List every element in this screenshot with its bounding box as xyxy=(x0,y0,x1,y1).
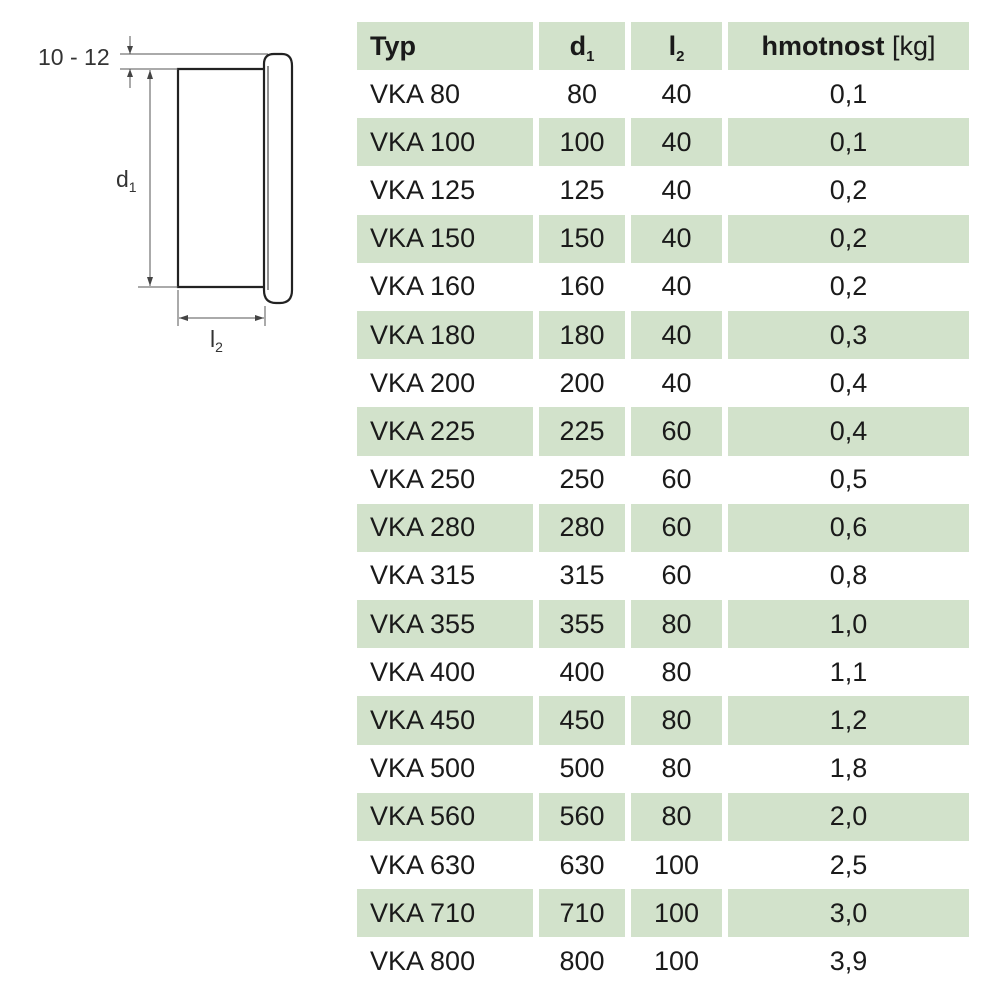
cell-mass: 3,9 xyxy=(829,945,868,976)
cell-l2: 80 xyxy=(661,656,692,687)
cell-d1: 315 xyxy=(559,560,605,591)
l2-dimension-subscript: 2 xyxy=(215,339,223,355)
cell-mass: 3,0 xyxy=(728,889,969,937)
table-body xyxy=(357,70,969,986)
cell-d1: 225 xyxy=(539,407,625,455)
cell-mass: 0,4 xyxy=(829,367,868,398)
cell-d1: 200 xyxy=(559,367,605,398)
header-l2-letter: l xyxy=(668,30,677,61)
table-row xyxy=(357,889,969,937)
cell-d1: 250 xyxy=(559,464,605,495)
table-row xyxy=(357,937,969,985)
cell-typ: VKA 315 xyxy=(370,560,476,591)
cell-mass: 0,8 xyxy=(829,560,868,591)
cell-l2: 100 xyxy=(631,889,722,937)
cell-mass: 1,0 xyxy=(728,600,969,648)
cell-l2: 60 xyxy=(661,464,692,495)
table-header-row xyxy=(357,22,969,70)
header-l2 xyxy=(631,22,722,70)
cell-d1: 125 xyxy=(559,174,605,205)
cell-d1: 500 xyxy=(559,753,605,784)
gap-dimension-label: 10 - 12 xyxy=(38,44,110,70)
cell-mass: 0,2 xyxy=(829,174,868,205)
cell-d1: 280 xyxy=(539,504,625,552)
cell-typ: VKA 200 xyxy=(370,367,476,398)
cell-d1: 400 xyxy=(559,656,605,687)
cell-l2: 40 xyxy=(631,118,722,166)
table-row xyxy=(357,118,969,166)
d1-dimension-subscript: 1 xyxy=(128,179,137,195)
cell-typ: VKA 500 xyxy=(370,753,476,784)
cell-d1: 80 xyxy=(566,78,598,109)
cell-l2: 60 xyxy=(661,560,692,591)
header-mass-unit: [kg] xyxy=(891,30,936,61)
cell-d1: 100 xyxy=(539,118,625,166)
cell-l2: 40 xyxy=(661,78,692,109)
cell-typ: VKA 125 xyxy=(370,174,476,205)
cell-l2: 80 xyxy=(631,696,722,744)
cell-l2: 40 xyxy=(661,271,692,302)
cell-typ: VKA 160 xyxy=(370,271,476,302)
cell-d1: 800 xyxy=(559,945,605,976)
cell-typ: VKA 560 xyxy=(357,793,533,841)
table-row xyxy=(357,648,969,696)
cell-l2: 60 xyxy=(631,407,722,455)
cell-d1: 150 xyxy=(539,215,625,263)
cell-typ: VKA 800 xyxy=(370,945,476,976)
cell-mass: 0,2 xyxy=(728,215,969,263)
header-mass xyxy=(728,22,969,70)
header-d1 xyxy=(539,22,625,70)
table-row xyxy=(357,311,969,359)
table-row xyxy=(357,263,969,311)
header-d1-subscript: 1 xyxy=(586,47,595,65)
header-d1-letter: d xyxy=(569,30,587,61)
cell-mass: 2,5 xyxy=(829,849,868,880)
cell-typ: VKA 450 xyxy=(357,696,533,744)
table-row xyxy=(357,552,969,600)
cell-mass: 0,1 xyxy=(728,118,969,166)
cell-typ: VKA 150 xyxy=(357,215,533,263)
cell-mass: 0,1 xyxy=(829,78,868,109)
cell-l2: 80 xyxy=(661,753,692,784)
table-row xyxy=(357,841,969,889)
cell-mass: 0,5 xyxy=(829,464,868,495)
cell-l2: 80 xyxy=(631,600,722,648)
table-row xyxy=(357,215,969,263)
l2-dimension-label xyxy=(210,326,223,353)
cell-l2: 100 xyxy=(653,945,700,976)
cell-typ: VKA 225 xyxy=(357,407,533,455)
table-row xyxy=(357,359,969,407)
cell-d1: 710 xyxy=(539,889,625,937)
cell-typ: VKA 250 xyxy=(370,464,476,495)
cell-d1: 160 xyxy=(559,271,605,302)
table-row xyxy=(357,600,969,648)
header-typ: Typ xyxy=(357,22,533,70)
table-row xyxy=(357,793,969,841)
l2-dimension-letter: l xyxy=(210,326,216,352)
cell-d1: 560 xyxy=(539,793,625,841)
cell-l2: 40 xyxy=(661,367,692,398)
table-row xyxy=(357,456,969,504)
d1-dimension-label xyxy=(116,166,137,193)
cell-typ: VKA 180 xyxy=(357,311,533,359)
cell-d1: 355 xyxy=(539,600,625,648)
cell-mass: 1,8 xyxy=(829,753,868,784)
header-l2-subscript: 2 xyxy=(676,47,685,65)
cell-l2: 100 xyxy=(653,849,700,880)
spec-table xyxy=(351,22,975,986)
cell-mass: 0,6 xyxy=(728,504,969,552)
d1-dimension-letter: d xyxy=(116,166,129,192)
cell-typ: VKA 80 xyxy=(370,78,461,109)
cell-typ: VKA 355 xyxy=(357,600,533,648)
cell-l2: 40 xyxy=(631,311,722,359)
cell-d1: 450 xyxy=(539,696,625,744)
table-row xyxy=(357,504,969,552)
cell-mass: 0,2 xyxy=(829,271,868,302)
cell-mass: 0,3 xyxy=(728,311,969,359)
table-row xyxy=(357,696,969,744)
cell-mass: 0,4 xyxy=(728,407,969,455)
cell-typ: VKA 400 xyxy=(370,656,476,687)
cell-typ: VKA 100 xyxy=(357,118,533,166)
cell-l2: 40 xyxy=(661,174,692,205)
cell-d1: 180 xyxy=(539,311,625,359)
cell-l2: 40 xyxy=(631,215,722,263)
table-row xyxy=(357,70,969,118)
cell-l2: 60 xyxy=(631,504,722,552)
cell-d1: 630 xyxy=(559,849,605,880)
cell-mass: 1,1 xyxy=(829,656,868,687)
cell-typ: VKA 630 xyxy=(370,849,476,880)
table-row xyxy=(357,407,969,455)
cell-typ: VKA 280 xyxy=(357,504,533,552)
header-mass-label: hmotnost xyxy=(761,30,885,61)
cell-l2: 80 xyxy=(631,793,722,841)
table-row xyxy=(357,745,969,793)
cell-typ: VKA 710 xyxy=(357,889,533,937)
cell-mass: 1,2 xyxy=(728,696,969,744)
table-row xyxy=(357,166,969,214)
cell-mass: 2,0 xyxy=(728,793,969,841)
